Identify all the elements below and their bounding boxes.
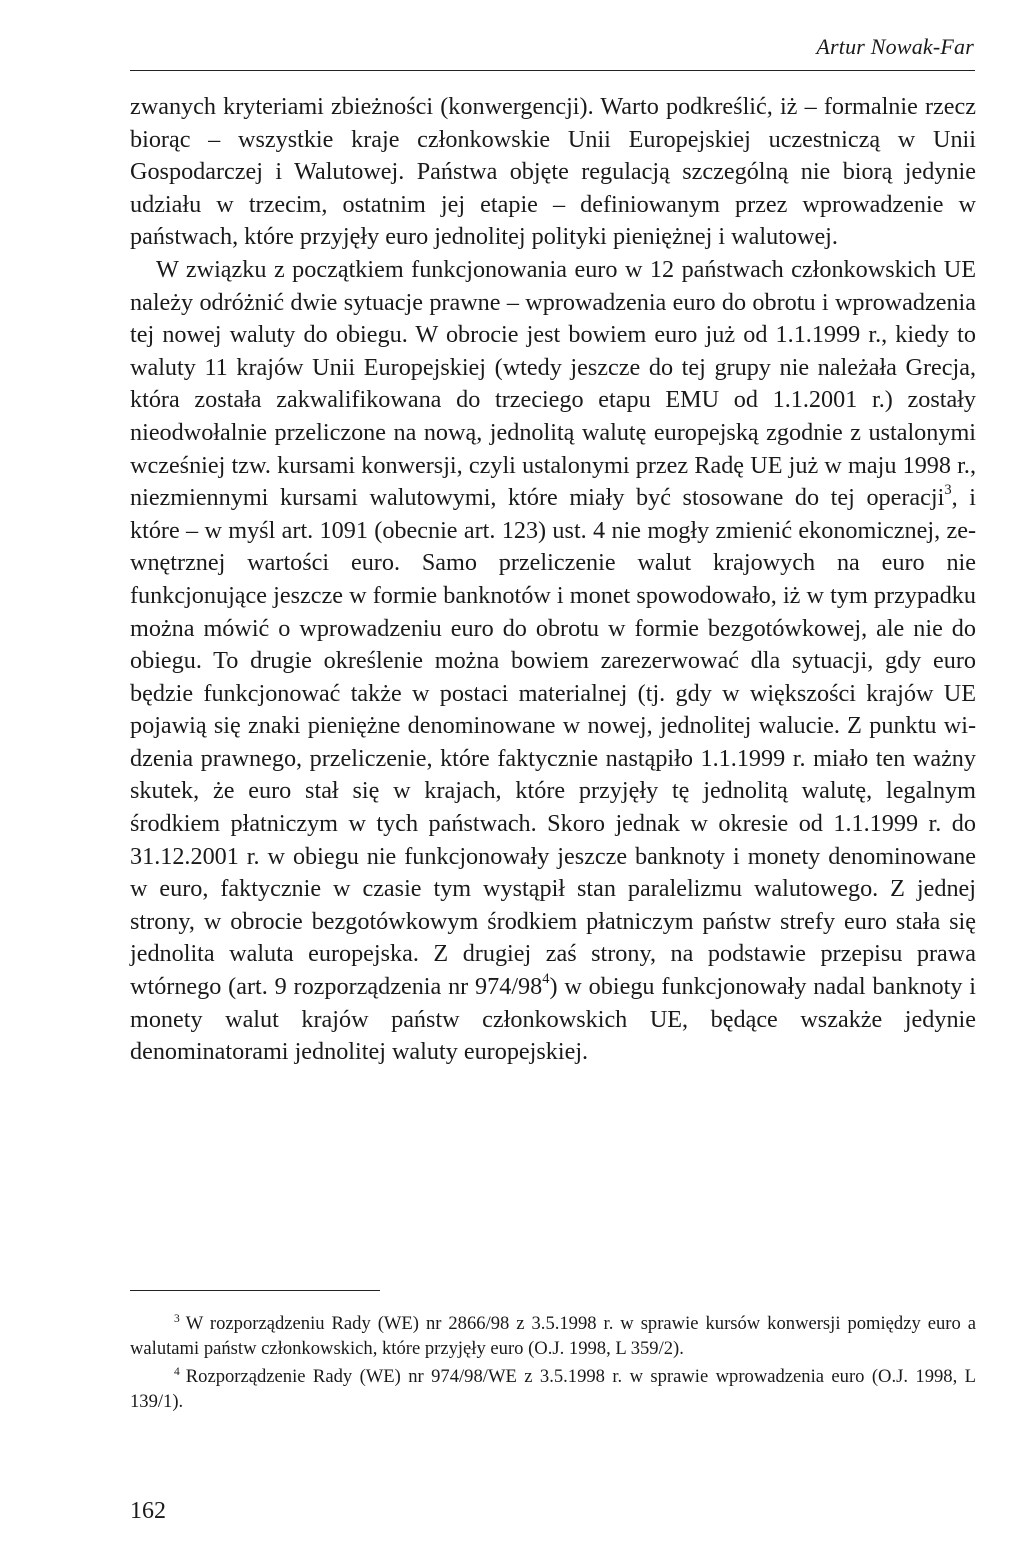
footnote-number: 3 xyxy=(174,1313,180,1326)
footnote-ref-3[interactable]: 3 xyxy=(944,482,952,499)
header-rule xyxy=(130,70,975,71)
paragraph-1: zwanych kryteriami zbieżności (konwergencji). Warto podkreślić, iż – formalnie rzecz biorąc – wszystkie kraje członkowskie Unii Europejskiej uczestniczą w Unii Gospodarczej i Walutowej. Państwa objęte regulacją szczególną nie biorą jedynie udziału w trzecim, ostatnim jej etapie – definiowanym przez wprowadzenie w państwach, które przyjęły euro jednolitej polityki pieniężnej i walutowej. xyxy=(130,93,976,251)
footnote-text: Rozporządzenie Rady (WE) nr 974/98/WE z 3.5.1998 r. w sprawie wprowadzenia euro (O.J. 1998, L 139/1). xyxy=(130,1366,976,1412)
footnote-text: W rozporządzeniu Rady (WE) nr 2866/98 z 3.5.1998 r. w sprawie kursów konwersji pomiędzy euro a walutami państw członkowskich, które przyjęły euro (O.J. 1998, L 359/2). xyxy=(130,1313,976,1359)
running-header: Artur Nowak-Far xyxy=(816,34,974,59)
footnote-number: 4 xyxy=(174,1366,180,1379)
paragraph-2-part-3: ) w obiegu funkcjonowały nadal banknoty i monety walut krajów państw członkowskich UE, będące wszakże jedynie denominatorami jednolitej waluty europejskiej. xyxy=(130,973,977,1066)
footnotes xyxy=(130,1311,976,1417)
footnote-rule xyxy=(130,1290,380,1291)
paragraph-2-part-2: , i które – w myśl art. 1091 (obecnie art. 123) ust. 4 nie mogły zmienić ekonomicznej, zewnętrznej wartości euro. Samo przeliczenie walut krajowych na euro nie funkcjonujące jeszcze w formie banknotów i monet spowodowało, iż w tym przypadku można mówić o wprowadzeniu euro do obrotu w formie bezgotówkowej, ale nie do obiegu. To drugie określenie można bowiem zarezerwować dla sytuacji, gdy euro będzie funkcjonować także w postaci materialnej (tj. gdy w większości krajów UE pojawią się znaki pieniężne denominowane w nowej, jednolitej walucie. Z punktu widzenia prawnego, przeliczenie, które faktycznie nastąpiło 1.1.1999 r. miało ten ważny skutek, że euro stał się w krajach, które przyjęły tę jednolitą walutę, legalnym środkiem płatniczym w tych państwach. Skoro jednak w okresie od 1.1.1999 r. do 31.12.2001 r. w obiegu nie funkcjonowały jeszcze banknoty i monety denominowane w euro, faktycznie w czasie tym wystąpił stan paralelizmu walutowego. Z jednej strony, w obrocie bezgotówkowym środkiem płatniczym państw strefy euro stała się jednolita waluta europejska. Z drugiej zaś strony, na podstawie przepisu prawa wtórnego (art. 9 rozporządzenia nr 974/98 xyxy=(130,484,976,1001)
paragraph-2-part-1: W związku z początkiem funkcjonowania euro w 12 państwach członkowskich UE należy odróżnić dwie sytuacje prawne – wprowadzenia euro do obrotu i wprowadzenia tej nowej waluty do obiegu. W obrocie jest bowiem euro już od 1.1.1999 r., kiedy to waluty 11 krajów Unii Europejskiej (wtedy jeszcze do tej grupy nie należała Grecja, która została zakwalifikowana do trzeciego etapu EMU od 1.1.2001 r.) zostały nieodwołalnie przeliczone na nową, jednolitą walutę europejską zgodnie z ustalonymi wcześniej tzw. kursami konwersji, czyli ustalonymi przez Radę UE już w maju 1998 r., niezmiennymi kursami walutowymi, które miały być stosowane do tej operacji xyxy=(130,255,976,512)
footnote-4 xyxy=(130,1364,976,1414)
page-number: 162 xyxy=(130,1498,166,1524)
paragraph-2 xyxy=(130,254,976,1069)
main-text xyxy=(130,91,976,1069)
footnote-ref-4[interactable]: 4 xyxy=(542,971,550,988)
footnote-3 xyxy=(130,1311,976,1361)
